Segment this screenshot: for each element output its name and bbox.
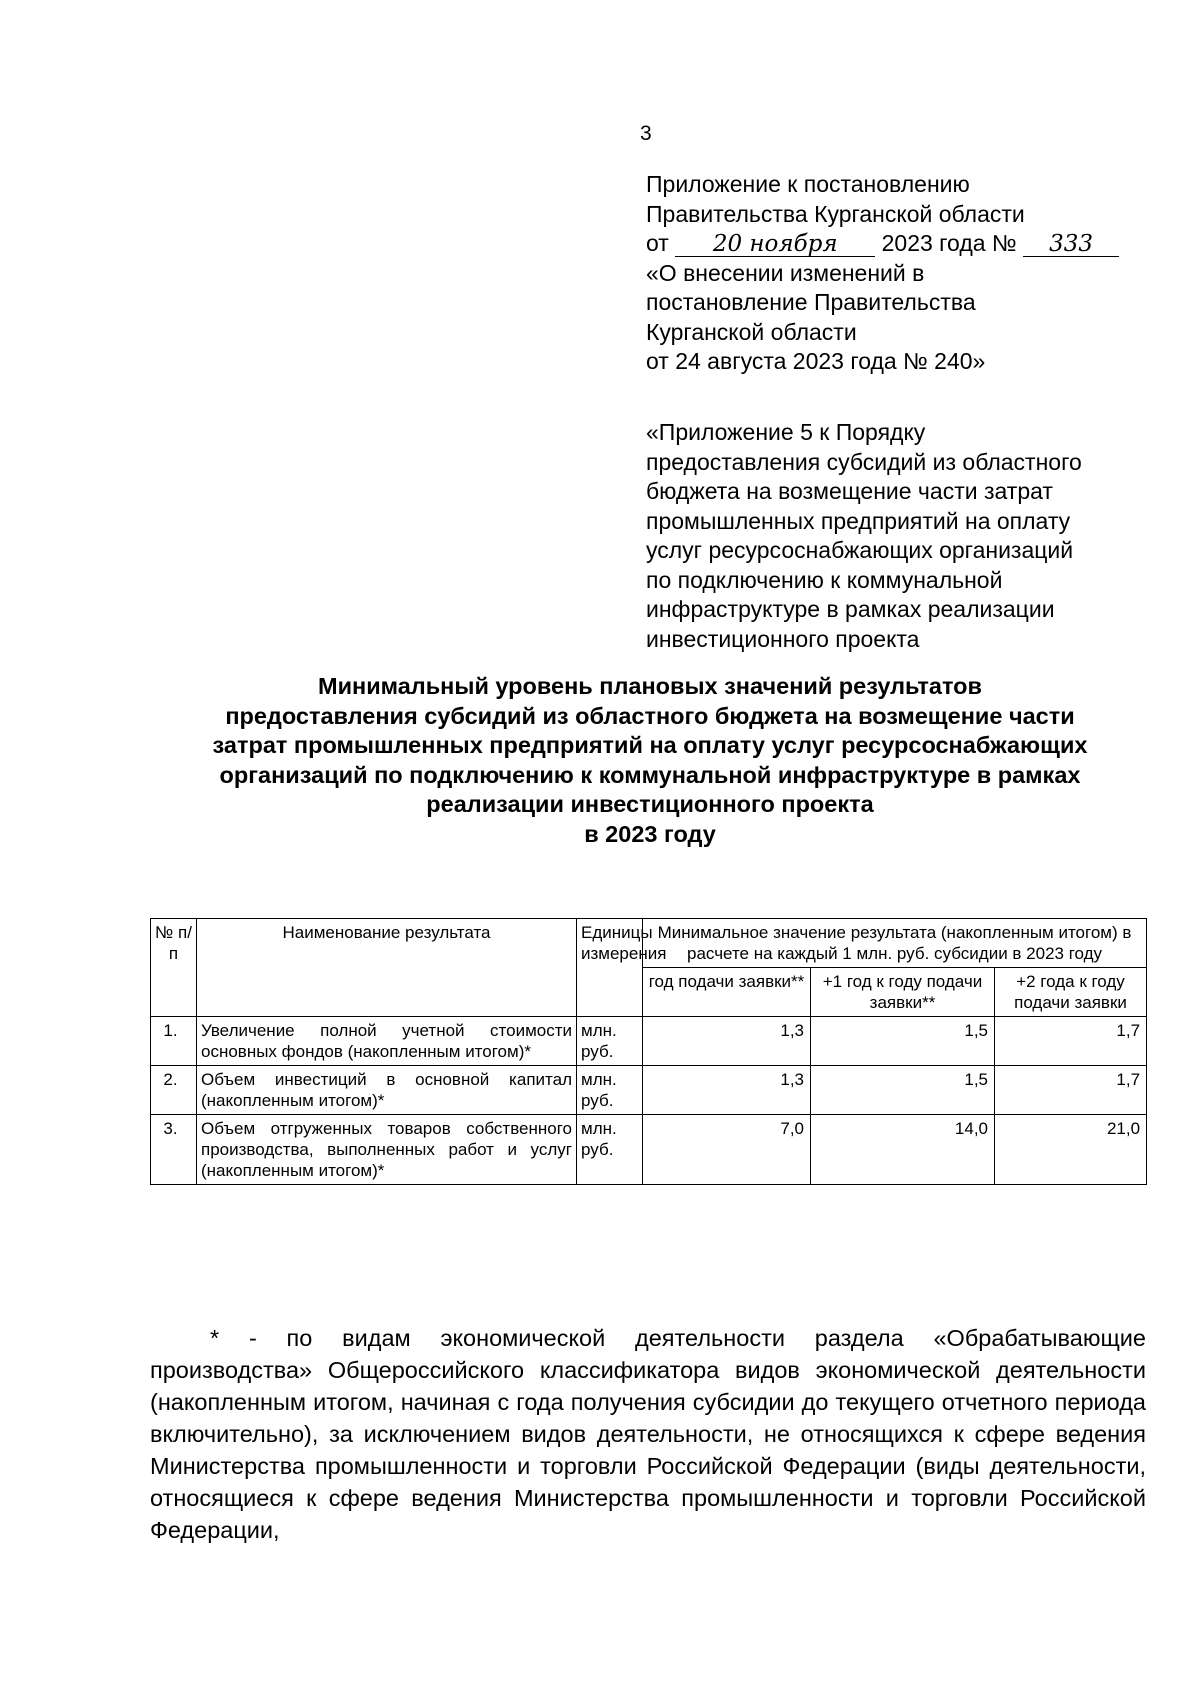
header-year-1: +1 год к году подачи заявки** bbox=[811, 968, 995, 1017]
approval-line-3 bbox=[646, 229, 1146, 259]
table-header-row bbox=[151, 919, 1147, 968]
row-number: 3. bbox=[151, 1115, 197, 1185]
approval-block bbox=[646, 170, 1146, 377]
approval-line-2: Правительства Курганской области bbox=[646, 200, 1025, 227]
approval-date-prefix: от bbox=[646, 230, 669, 256]
appendix-line: промышленных предприятий на оплату bbox=[646, 507, 1071, 534]
appendix-line: бюджета на возмещение части затрат bbox=[646, 478, 1053, 504]
header-year-2: +2 года к году подачи заявки bbox=[995, 968, 1147, 1017]
row-number: 1. bbox=[151, 1017, 197, 1066]
appendix-block bbox=[646, 418, 1166, 654]
row-value-year-0: 7,0 bbox=[643, 1115, 811, 1185]
row-name: Объем инвестиций в основной капитал (накопленным итогом)* bbox=[197, 1066, 577, 1115]
table-row bbox=[151, 1066, 1147, 1115]
row-value-year-0: 1,3 bbox=[643, 1017, 811, 1066]
appendix-line: услуг ресурсоснабжающих организаций bbox=[646, 537, 1074, 563]
appendix-line: «Приложение 5 к Порядку bbox=[646, 419, 926, 445]
document-title bbox=[120, 672, 1180, 849]
header-min-value: Минимальное значение результата (накопленным итогом) в расчете на каждый 1 млн. руб. субсидии в 2023 году bbox=[643, 919, 1147, 968]
appendix-line: предоставления субсидий из областного bbox=[646, 448, 1082, 475]
row-name: Увеличение полной учетной стоимости основных фондов (накопленным итогом)* bbox=[197, 1017, 577, 1066]
title-line: реализации инвестиционного проекта bbox=[426, 791, 874, 817]
approval-line-4: «О внесении изменений в bbox=[646, 259, 925, 286]
approval-line-1: Приложение к постановлению bbox=[646, 171, 970, 197]
header-year-0: год подачи заявки** bbox=[643, 968, 811, 1017]
row-unit: млн. руб. bbox=[577, 1066, 643, 1115]
title-line: в 2023 году bbox=[584, 820, 716, 847]
handwritten-number: 333 bbox=[1023, 232, 1119, 257]
row-value-year-0: 1,3 bbox=[643, 1066, 811, 1115]
row-value-year-2: 1,7 bbox=[995, 1066, 1147, 1115]
row-value-year-1: 1,5 bbox=[811, 1066, 995, 1115]
row-value-year-1: 14,0 bbox=[811, 1115, 995, 1185]
header-name: Наименование результата bbox=[197, 919, 577, 1017]
title-line: Минимальный уровень плановых значений результатов bbox=[318, 673, 982, 699]
approval-line-7: от 24 августа 2023 года № 240» bbox=[646, 348, 986, 374]
header-unit: Единицы измерения bbox=[577, 919, 643, 1017]
footnote: * - по видам экономической деятельности раздела «Обрабатывающие производства» Общероссийского классификатора видов экономической деятельности (накопленным итогом, начиная с года получения субсидии до текущего отчетного периода включительно), за исключением видов деятельности, не относящихся к сфере ведения Министерства промышленности и торговли Российской Федерации (виды деятельности, относящиеся к сфере ведения Министерства промышленности и торговли Российской Федерации, bbox=[150, 1325, 1146, 1543]
row-value-year-1: 1,5 bbox=[811, 1017, 995, 1066]
row-name: Объем отгруженных товаров собственного производства, выполненных работ и услуг (накопленным итогом)* bbox=[197, 1115, 577, 1185]
header-num: № п/п bbox=[151, 919, 197, 1017]
page-number: 3 bbox=[640, 122, 652, 145]
appendix-line: инфраструктуре в рамках реализации bbox=[646, 596, 1055, 622]
row-value-year-2: 21,0 bbox=[995, 1115, 1147, 1185]
results-table bbox=[150, 918, 1147, 1185]
row-number: 2. bbox=[151, 1066, 197, 1115]
title-line: предоставления субсидий из областного бюджета на возмещение части bbox=[225, 702, 1075, 729]
title-line: затрат промышленных предприятий на оплату услуг ресурсоснабжающих bbox=[212, 732, 1088, 758]
appendix-line: инвестиционного проекта bbox=[646, 625, 920, 652]
approval-line-6: Курганской области bbox=[646, 318, 857, 345]
title-line: организаций по подключению к коммунальной инфраструктуре в рамках bbox=[219, 761, 1081, 788]
appendix-line: по подключению к коммунальной bbox=[646, 566, 1003, 593]
row-unit: млн. руб. bbox=[577, 1017, 643, 1066]
approval-line-5: постановление Правительства bbox=[646, 289, 976, 315]
table-row bbox=[151, 1115, 1147, 1185]
row-unit: млн. руб. bbox=[577, 1115, 643, 1185]
handwritten-date: 20 ноября bbox=[675, 232, 875, 257]
table-row bbox=[151, 1017, 1147, 1066]
approval-year-label: 2023 года № bbox=[881, 230, 1017, 256]
row-value-year-2: 1,7 bbox=[995, 1017, 1147, 1066]
